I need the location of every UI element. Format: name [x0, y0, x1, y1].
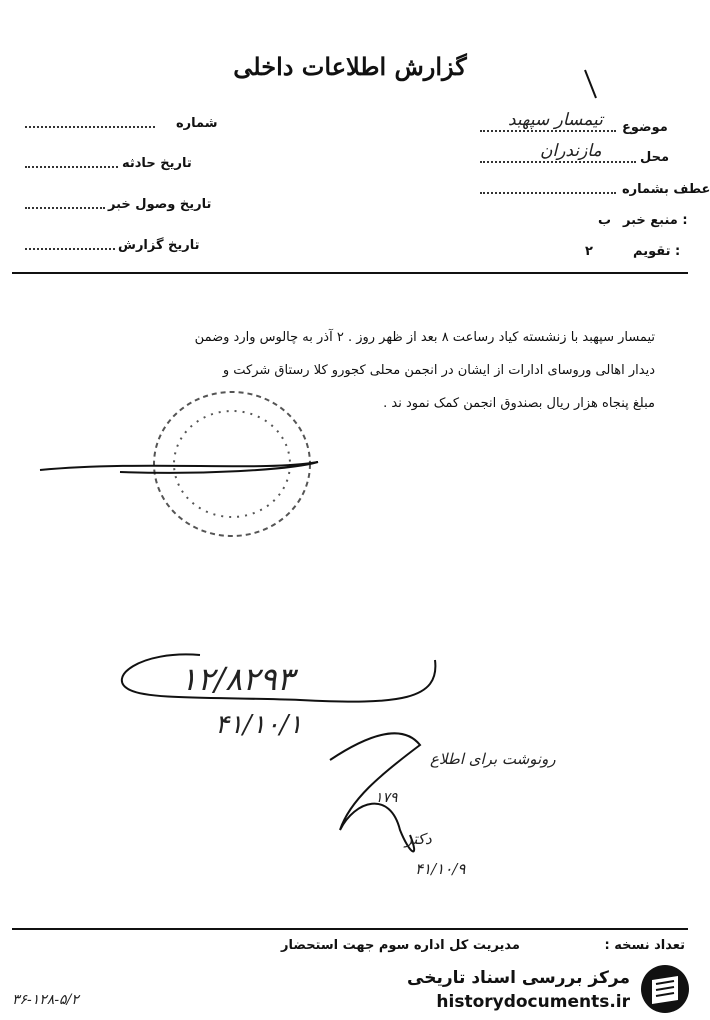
incident-date-label: تاریخ حادثه: [122, 156, 192, 171]
watermark-title: مرکز بررسی اسناد تاریخی: [407, 968, 630, 988]
document-code: ۳۶-۱۲۸-۵/۲: [12, 992, 79, 1008]
reference-number-label: عطف بشماره: [622, 182, 710, 197]
underline-stroke: [40, 462, 318, 473]
handwritten-date: ۴۱/۱۰/۱: [215, 710, 303, 740]
footer-divider: [12, 928, 688, 930]
number-label: شماره: [176, 116, 218, 131]
news-source-label: منبع خبر :: [623, 213, 688, 228]
body-line-3: مبلغ پنجاه هزار ریال بصندوق انجمن کمک نمود ند .: [383, 396, 655, 411]
place-label: محل: [640, 150, 670, 165]
handwritten-archive-number: ۱۲/۸۲۹۳: [180, 660, 294, 698]
tick-mark: [585, 70, 596, 98]
handwritten-date-2: ۴۱/۱۰/۹: [415, 860, 466, 878]
handwritten-initials: دکتر: [405, 830, 432, 848]
body-line-2: دیدار اهالی وروسای ادارات از ایشان در انجمن محلی کجورو کلا رستاق شرکت و: [222, 363, 655, 378]
body-line-1: تیمسار سپهبد با زنشسته کیاد رساعت ۸ بعد از ظهر روز . ۲ آذر به چالوس وارد وضمن: [194, 330, 655, 345]
subject-label: موضوع: [622, 120, 668, 135]
report-title: گزارش اطلاعات داخلی: [233, 52, 467, 81]
handwritten-note-number: ۱۷۹: [375, 790, 398, 806]
watermark-url: historydocuments.ir: [436, 992, 630, 1012]
evaluation-value: ۲: [585, 244, 593, 259]
place-handwritten-value: مازندران: [540, 141, 602, 161]
subject-handwritten-value: تیمسار سپهبد: [508, 110, 603, 130]
distribution-line: مدیریت کل اداره سوم جهت استحضار: [281, 938, 520, 953]
copies-label: تعداد نسخه :: [604, 938, 685, 953]
report-date-label: تاریخ گزارش: [118, 238, 200, 253]
evaluation-label: تقویم :: [633, 244, 681, 259]
archive-logo-icon: [638, 962, 692, 1016]
news-source-value: ب: [598, 213, 612, 228]
receipt-date-label: تاریخ وصول خبر: [108, 197, 212, 212]
handwritten-note: رونوشت برای اطلاع: [430, 750, 556, 768]
stamp-seal: [154, 392, 310, 536]
